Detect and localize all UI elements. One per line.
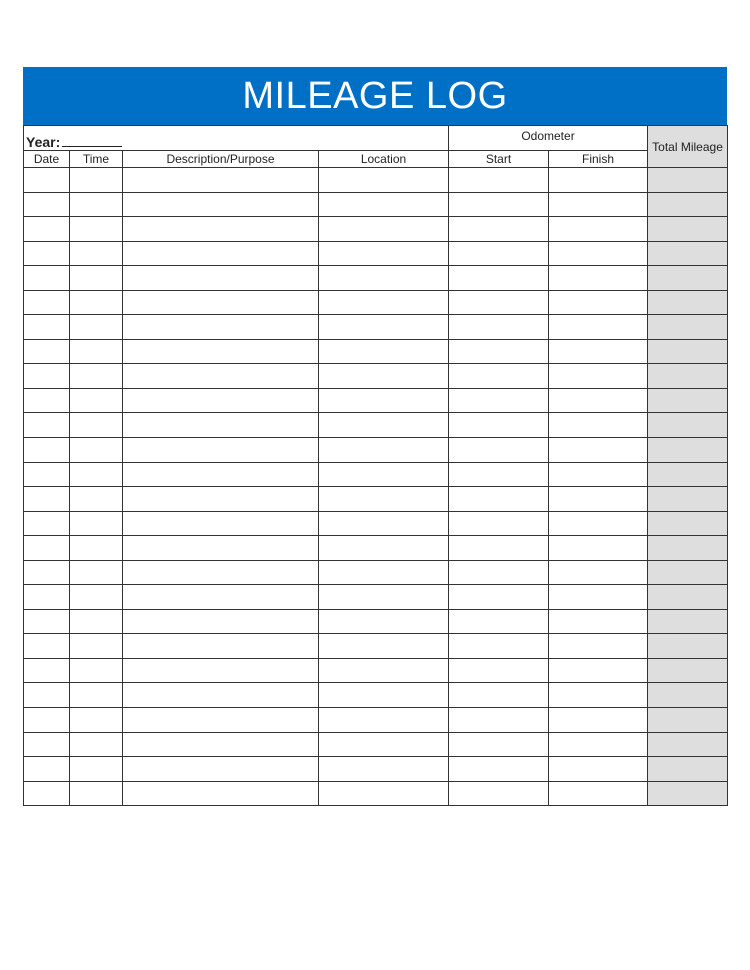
finish-cell[interactable]	[549, 315, 648, 340]
date-cell[interactable]	[24, 585, 70, 610]
location-cell[interactable]	[319, 462, 449, 487]
start-cell[interactable]	[449, 732, 549, 757]
description-cell[interactable]	[123, 339, 319, 364]
year-label: Year:	[26, 134, 61, 150]
table-row	[24, 192, 728, 217]
finish-cell[interactable]	[549, 413, 648, 438]
location-cell[interactable]	[319, 511, 449, 536]
table-row	[24, 339, 728, 364]
finish-cell[interactable]	[549, 781, 648, 806]
table-row	[24, 241, 728, 266]
start-cell[interactable]	[449, 536, 549, 561]
page-title: MILEAGE LOG	[242, 74, 508, 117]
finish-cell[interactable]	[549, 241, 648, 266]
date-cell[interactable]	[24, 732, 70, 757]
table-row	[24, 487, 728, 512]
time-cell[interactable]	[70, 487, 123, 512]
finish-cell[interactable]	[549, 609, 648, 634]
total-mileage-cell[interactable]	[648, 585, 728, 610]
finish-cell[interactable]	[549, 438, 648, 463]
description-cell[interactable]	[123, 192, 319, 217]
start-cell[interactable]	[449, 364, 549, 389]
start-cell[interactable]	[449, 585, 549, 610]
description-column-header: Description/Purpose	[123, 151, 319, 168]
description-cell[interactable]	[123, 634, 319, 659]
description-cell[interactable]	[123, 364, 319, 389]
total-mileage-cell[interactable]	[648, 364, 728, 389]
description-cell[interactable]	[123, 315, 319, 340]
time-cell[interactable]	[70, 536, 123, 561]
start-cell[interactable]	[449, 290, 549, 315]
time-cell[interactable]	[70, 217, 123, 242]
finish-cell[interactable]	[549, 168, 648, 193]
time-cell[interactable]	[70, 757, 123, 782]
description-cell[interactable]	[123, 609, 319, 634]
finish-cell[interactable]	[549, 732, 648, 757]
finish-cell[interactable]	[549, 462, 648, 487]
start-cell[interactable]	[449, 266, 549, 291]
description-cell[interactable]	[123, 683, 319, 708]
start-cell[interactable]	[449, 634, 549, 659]
table-row	[24, 634, 728, 659]
finish-cell[interactable]	[549, 536, 648, 561]
finish-cell[interactable]	[549, 290, 648, 315]
total-mileage-cell[interactable]	[648, 732, 728, 757]
start-cell[interactable]	[449, 339, 549, 364]
time-cell[interactable]	[70, 732, 123, 757]
finish-cell[interactable]	[549, 388, 648, 413]
location-cell[interactable]	[319, 609, 449, 634]
total-mileage-cell[interactable]	[648, 315, 728, 340]
date-cell[interactable]	[24, 290, 70, 315]
date-cell[interactable]	[24, 168, 70, 193]
date-cell[interactable]	[24, 658, 70, 683]
total-mileage-cell[interactable]	[648, 462, 728, 487]
total-mileage-cell[interactable]	[648, 536, 728, 561]
finish-cell[interactable]	[549, 217, 648, 242]
mileage-log-table	[23, 125, 728, 806]
date-cell[interactable]	[24, 757, 70, 782]
finish-cell[interactable]	[549, 266, 648, 291]
date-cell[interactable]	[24, 413, 70, 438]
date-cell[interactable]	[24, 462, 70, 487]
start-cell[interactable]	[449, 560, 549, 585]
date-cell[interactable]	[24, 266, 70, 291]
time-cell[interactable]	[70, 511, 123, 536]
location-cell[interactable]	[319, 658, 449, 683]
table-row	[24, 413, 728, 438]
table-row	[24, 315, 728, 340]
total-mileage-cell[interactable]	[648, 683, 728, 708]
time-cell[interactable]	[70, 585, 123, 610]
date-cell[interactable]	[24, 634, 70, 659]
date-cell[interactable]	[24, 217, 70, 242]
location-cell[interactable]	[319, 634, 449, 659]
table-header-row-2	[24, 151, 728, 168]
time-cell[interactable]	[70, 438, 123, 463]
title-banner	[23, 67, 727, 125]
location-cell[interactable]	[319, 708, 449, 733]
start-cell[interactable]	[449, 487, 549, 512]
finish-cell[interactable]	[549, 683, 648, 708]
location-cell[interactable]	[319, 585, 449, 610]
total-mileage-cell[interactable]	[648, 192, 728, 217]
description-cell[interactable]	[123, 462, 319, 487]
location-cell[interactable]	[319, 290, 449, 315]
table-row	[24, 585, 728, 610]
start-cell[interactable]	[449, 683, 549, 708]
time-cell[interactable]	[70, 168, 123, 193]
total-mileage-header: Total Mileage	[648, 126, 728, 168]
description-cell[interactable]	[123, 511, 319, 536]
total-mileage-cell[interactable]	[648, 634, 728, 659]
finish-cell[interactable]	[549, 364, 648, 389]
finish-cell[interactable]	[549, 192, 648, 217]
time-cell[interactable]	[70, 290, 123, 315]
description-cell[interactable]	[123, 438, 319, 463]
description-cell[interactable]	[123, 168, 319, 193]
start-cell[interactable]	[449, 168, 549, 193]
time-cell[interactable]	[70, 781, 123, 806]
date-cell[interactable]	[24, 609, 70, 634]
date-column-header: Date	[24, 151, 70, 168]
location-cell[interactable]	[319, 413, 449, 438]
time-cell[interactable]	[70, 560, 123, 585]
total-mileage-cell[interactable]	[648, 658, 728, 683]
start-cell[interactable]	[449, 708, 549, 733]
table-row	[24, 781, 728, 806]
location-cell[interactable]	[319, 192, 449, 217]
time-cell[interactable]	[70, 364, 123, 389]
start-cell[interactable]	[449, 192, 549, 217]
start-cell[interactable]	[449, 413, 549, 438]
table-row	[24, 388, 728, 413]
date-cell[interactable]	[24, 364, 70, 389]
table-row	[24, 609, 728, 634]
total-mileage-cell[interactable]	[648, 708, 728, 733]
time-cell[interactable]	[70, 266, 123, 291]
table-row	[24, 560, 728, 585]
location-cell[interactable]	[319, 364, 449, 389]
start-cell[interactable]	[449, 609, 549, 634]
location-cell[interactable]	[319, 168, 449, 193]
time-cell[interactable]	[70, 683, 123, 708]
date-cell[interactable]	[24, 536, 70, 561]
description-cell[interactable]	[123, 585, 319, 610]
date-cell[interactable]	[24, 241, 70, 266]
total-mileage-cell[interactable]	[648, 438, 728, 463]
table-header-row-1	[24, 126, 728, 151]
date-cell[interactable]	[24, 487, 70, 512]
start-cell[interactable]	[449, 315, 549, 340]
date-cell[interactable]	[24, 511, 70, 536]
location-cell[interactable]	[319, 781, 449, 806]
time-cell[interactable]	[70, 708, 123, 733]
description-cell[interactable]	[123, 708, 319, 733]
total-mileage-cell[interactable]	[648, 339, 728, 364]
location-cell[interactable]	[319, 388, 449, 413]
location-cell[interactable]	[319, 560, 449, 585]
finish-cell[interactable]	[549, 757, 648, 782]
time-cell[interactable]	[70, 609, 123, 634]
date-cell[interactable]	[24, 388, 70, 413]
finish-cell[interactable]	[549, 339, 648, 364]
table-row	[24, 683, 728, 708]
date-cell[interactable]	[24, 339, 70, 364]
total-mileage-cell[interactable]	[648, 781, 728, 806]
date-cell[interactable]	[24, 192, 70, 217]
year-field[interactable]	[24, 126, 449, 151]
start-column-header: Start	[449, 151, 549, 168]
table-row	[24, 536, 728, 561]
description-cell[interactable]	[123, 487, 319, 512]
date-cell[interactable]	[24, 781, 70, 806]
total-mileage-cell[interactable]	[648, 241, 728, 266]
time-cell[interactable]	[70, 413, 123, 438]
description-cell[interactable]	[123, 757, 319, 782]
table-row	[24, 438, 728, 463]
location-cell[interactable]	[319, 438, 449, 463]
location-cell[interactable]	[319, 732, 449, 757]
date-cell[interactable]	[24, 560, 70, 585]
total-mileage-cell[interactable]	[648, 388, 728, 413]
description-cell[interactable]	[123, 781, 319, 806]
start-cell[interactable]	[449, 217, 549, 242]
location-cell[interactable]	[319, 487, 449, 512]
table-row	[24, 364, 728, 389]
total-mileage-cell[interactable]	[648, 757, 728, 782]
start-cell[interactable]	[449, 438, 549, 463]
start-cell[interactable]	[449, 781, 549, 806]
start-cell[interactable]	[449, 511, 549, 536]
finish-cell[interactable]	[549, 487, 648, 512]
total-mileage-cell[interactable]	[648, 266, 728, 291]
total-mileage-cell[interactable]	[648, 487, 728, 512]
description-cell[interactable]	[123, 266, 319, 291]
year-blank-line	[62, 134, 122, 147]
time-cell[interactable]	[70, 339, 123, 364]
table-row	[24, 462, 728, 487]
location-cell[interactable]	[319, 339, 449, 364]
total-mileage-cell[interactable]	[648, 217, 728, 242]
description-cell[interactable]	[123, 388, 319, 413]
table-row	[24, 732, 728, 757]
finish-cell[interactable]	[549, 708, 648, 733]
time-cell[interactable]	[70, 658, 123, 683]
date-cell[interactable]	[24, 438, 70, 463]
finish-cell[interactable]	[549, 634, 648, 659]
location-cell[interactable]	[319, 315, 449, 340]
finish-cell[interactable]	[549, 585, 648, 610]
finish-column-header: Finish	[549, 151, 648, 168]
description-cell[interactable]	[123, 658, 319, 683]
location-cell[interactable]	[319, 266, 449, 291]
total-mileage-cell[interactable]	[648, 560, 728, 585]
finish-cell[interactable]	[549, 560, 648, 585]
description-cell[interactable]	[123, 560, 319, 585]
location-cell[interactable]	[319, 536, 449, 561]
location-cell[interactable]	[319, 241, 449, 266]
date-cell[interactable]	[24, 683, 70, 708]
time-cell[interactable]	[70, 315, 123, 340]
description-cell[interactable]	[123, 536, 319, 561]
time-cell[interactable]	[70, 462, 123, 487]
total-mileage-cell[interactable]	[648, 168, 728, 193]
start-cell[interactable]	[449, 462, 549, 487]
time-cell[interactable]	[70, 241, 123, 266]
table-row	[24, 708, 728, 733]
time-cell[interactable]	[70, 634, 123, 659]
location-cell[interactable]	[319, 683, 449, 708]
start-cell[interactable]	[449, 241, 549, 266]
table-row	[24, 658, 728, 683]
description-cell[interactable]	[123, 290, 319, 315]
total-mileage-cell[interactable]	[648, 290, 728, 315]
start-cell[interactable]	[449, 388, 549, 413]
description-cell[interactable]	[123, 241, 319, 266]
description-cell[interactable]	[123, 413, 319, 438]
finish-cell[interactable]	[549, 658, 648, 683]
description-cell[interactable]	[123, 732, 319, 757]
time-column-header: Time	[70, 151, 123, 168]
time-cell[interactable]	[70, 192, 123, 217]
description-cell[interactable]	[123, 217, 319, 242]
start-cell[interactable]	[449, 757, 549, 782]
location-cell[interactable]	[319, 217, 449, 242]
date-cell[interactable]	[24, 315, 70, 340]
table-row	[24, 168, 728, 193]
odometer-header: Odometer	[449, 126, 648, 151]
total-mileage-cell[interactable]	[648, 609, 728, 634]
total-mileage-cell[interactable]	[648, 511, 728, 536]
start-cell[interactable]	[449, 658, 549, 683]
table-row	[24, 217, 728, 242]
time-cell[interactable]	[70, 388, 123, 413]
date-cell[interactable]	[24, 708, 70, 733]
table-row	[24, 290, 728, 315]
table-row	[24, 266, 728, 291]
location-column-header: Location	[319, 151, 449, 168]
table-row	[24, 511, 728, 536]
location-cell[interactable]	[319, 757, 449, 782]
finish-cell[interactable]	[549, 511, 648, 536]
total-mileage-cell[interactable]	[648, 413, 728, 438]
table-row	[24, 757, 728, 782]
